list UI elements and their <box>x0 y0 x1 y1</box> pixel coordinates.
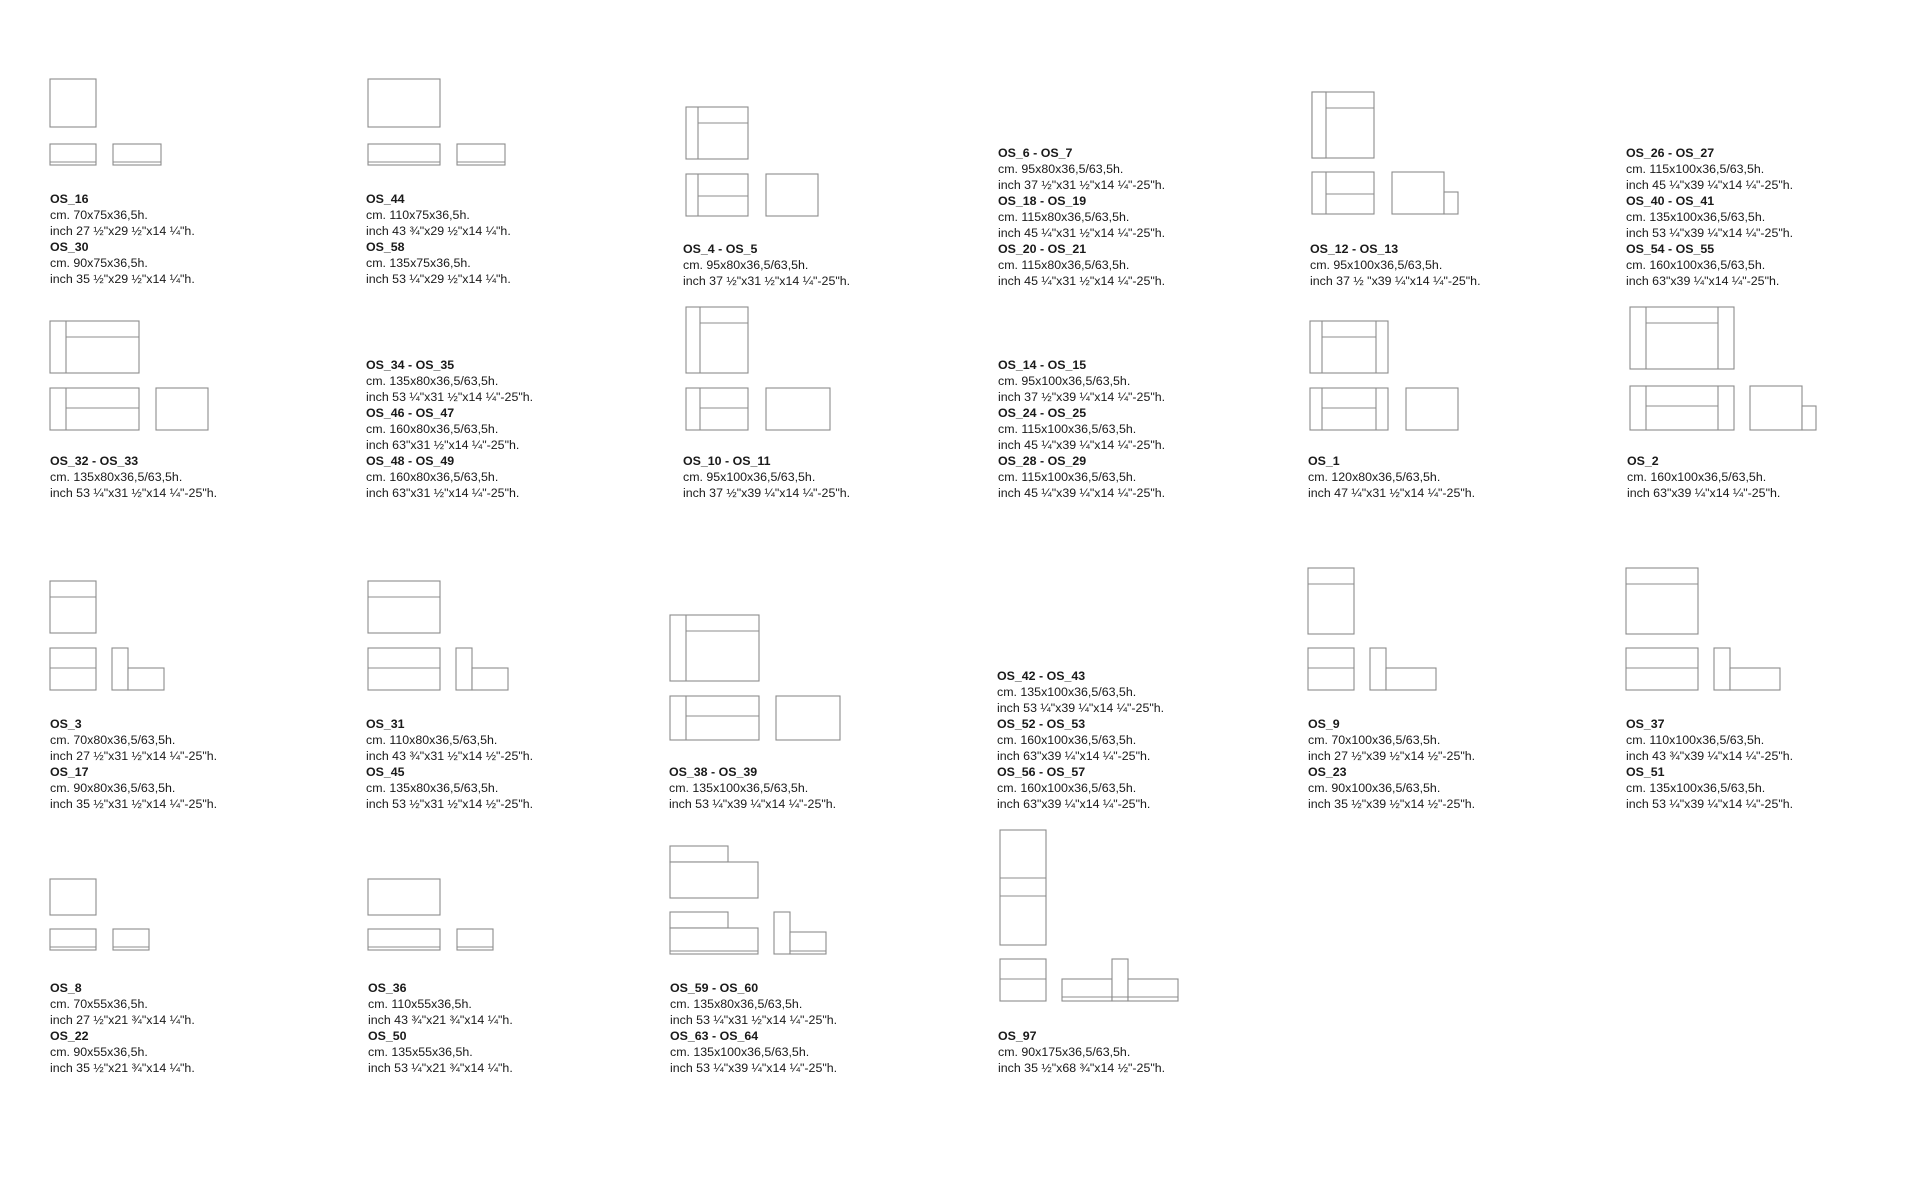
model-code: OS_46 - OS_47 <box>366 406 455 420</box>
inch-dimensions: inch 43 ¾"x31 ½"x14 ½"-25"h. <box>366 749 534 763</box>
inch-dimensions: inch 35 ½"x31 ½"x14 ¼"-25"h. <box>50 797 218 811</box>
spec-os-9 <box>1308 716 1475 812</box>
inch-dimensions: inch 53 ½"x31 ½"x14 ½"-25"h. <box>366 797 534 811</box>
inch-dimensions: inch 43 ¾"x39 ¼"x14 ¼"-25"h. <box>1626 749 1794 763</box>
drawing-os-16 <box>50 79 161 165</box>
model-code: OS_12 - OS_13 <box>1310 242 1399 256</box>
cm-dimensions: cm. 135x100x36,5/63,5h. <box>997 685 1137 699</box>
model-code: OS_17 <box>50 765 89 779</box>
cm-dimensions: cm. 115x80x36,5/63,5h. <box>998 258 1130 272</box>
model-code: OS_20 - OS_21 <box>998 242 1087 256</box>
spec-os-36 <box>368 980 513 1076</box>
model-code: OS_59 - OS_60 <box>670 981 759 995</box>
cm-dimensions: cm. 110x80x36,5/63,5h. <box>366 733 498 747</box>
cm-dimensions: cm. 90x175x36,5/63,5h. <box>998 1045 1131 1059</box>
inch-dimensions: inch 37 ½"x31 ½"x14 ¼"-25"h. <box>998 178 1166 192</box>
model-code: OS_51 <box>1626 765 1665 779</box>
inch-dimensions: inch 45 ¼"x39 ¼"x14 ¼"-25"h. <box>1626 178 1794 192</box>
spec-os-10-11 <box>683 453 850 501</box>
drawing-os-1 <box>1310 321 1458 430</box>
inch-dimensions: inch 63"x31 ½"x14 ¼"-25"h. <box>366 438 520 452</box>
cm-dimensions: cm. 90x80x36,5/63,5h. <box>50 781 176 795</box>
model-code: OS_28 - OS_29 <box>998 454 1087 468</box>
inch-dimensions: inch 27 ½"x29 ½"x14 ¼"h. <box>50 224 195 238</box>
cm-dimensions: cm. 95x80x36,5/63,5h. <box>683 258 809 272</box>
cm-dimensions: cm. 90x100x36,5/63,5h. <box>1308 781 1441 795</box>
model-code: OS_38 - OS_39 <box>669 765 758 779</box>
model-code: OS_42 - OS_43 <box>997 669 1086 683</box>
model-code: OS_97 <box>998 1029 1037 1043</box>
drawing-os-10 <box>686 307 830 430</box>
cm-dimensions: cm. 135x80x36,5/63,5h. <box>366 374 499 388</box>
model-code: OS_2 <box>1627 454 1659 468</box>
cm-dimensions: cm. 160x100x36,5/63,5h. <box>997 781 1137 795</box>
inch-dimensions: inch 63"x39 ¼"x14 ¼"-25"h. <box>997 797 1151 811</box>
inch-dimensions: inch 45 ¼"x31 ½"x14 ¼"-25"h. <box>998 274 1166 288</box>
inch-dimensions: inch 53 ¼"x31 ½"x14 ¼"-25"h. <box>50 486 218 500</box>
cm-dimensions: cm. 115x100x36,5/63,5h. <box>1626 162 1765 176</box>
spec-os-42-43 <box>997 668 1164 812</box>
drawing-os-37 <box>1626 568 1780 690</box>
cm-dimensions: cm. 135x55x36,5h. <box>368 1045 473 1059</box>
cm-dimensions: cm. 95x100x36,5/63,5h. <box>1310 258 1443 272</box>
inch-dimensions: inch 53 ¼"x39 ¼"x14 ¼"-25"h. <box>670 1061 838 1075</box>
inch-dimensions: inch 37 ½"x39 ¼"x14 ¼"-25"h. <box>683 486 851 500</box>
model-code: OS_32 - OS_33 <box>50 454 139 468</box>
spec-os-26-27 <box>1626 145 1793 289</box>
spec-os-1 <box>1308 453 1475 501</box>
model-code: OS_48 - OS_49 <box>366 454 455 468</box>
cm-dimensions: cm. 135x80x36,5/63,5h. <box>366 781 499 795</box>
model-code: OS_24 - OS_25 <box>998 406 1087 420</box>
cm-dimensions: cm. 160x80x36,5/63,5h. <box>366 470 499 484</box>
cm-dimensions: cm. 135x75x36,5h. <box>366 256 471 270</box>
cm-dimensions: cm. 110x75x36,5h. <box>366 208 470 222</box>
model-code: OS_16 <box>50 192 89 206</box>
inch-dimensions: inch 35 ½"x21 ¾"x14 ¼"h. <box>50 1061 195 1075</box>
model-code: OS_34 - OS_35 <box>366 358 455 372</box>
inch-dimensions: inch 27 ½"x31 ½"x14 ¼"-25"h. <box>50 749 218 763</box>
model-code: OS_9 <box>1308 717 1340 731</box>
inch-dimensions: inch 63"x31 ½"x14 ¼"-25"h. <box>366 486 520 500</box>
inch-dimensions: inch 63"x39 ¼"x14 ¼"-25"h. <box>1626 274 1780 288</box>
cm-dimensions: cm. 115x100x36,5/63,5h. <box>998 422 1137 436</box>
inch-dimensions: inch 53 ¼"x39 ¼"x14 ¼"-25"h. <box>669 797 837 811</box>
inch-dimensions: inch 37 ½"x31 ½"x14 ¼"-25"h. <box>683 274 851 288</box>
inch-dimensions: inch 43 ¾"x21 ¾"x14 ¼"h. <box>368 1013 513 1027</box>
spec-os-6-7 <box>998 145 1165 289</box>
cm-dimensions: cm. 115x100x36,5/63,5h. <box>998 470 1137 484</box>
cm-dimensions: cm. 115x80x36,5/63,5h. <box>998 210 1130 224</box>
model-code: OS_37 <box>1626 717 1665 731</box>
cm-dimensions: cm. 95x100x36,5/63,5h. <box>683 470 816 484</box>
drawing-os-32 <box>50 321 208 430</box>
spec-os-34-35 <box>366 357 533 501</box>
inch-dimensions: inch 45 ¼"x39 ¼"x14 ¼"-25"h. <box>998 438 1166 452</box>
cm-dimensions: cm. 70x100x36,5/63,5h. <box>1308 733 1441 747</box>
inch-dimensions: inch 37 ½ "x39 ¼"x14 ¼"-25"h. <box>1310 274 1481 288</box>
drawing-os-59 <box>670 846 826 954</box>
inch-dimensions: inch 53 ¼"x39 ¼"x14 ¼"-25"h. <box>997 701 1165 715</box>
spec-os-2 <box>1627 453 1780 501</box>
drawing-os-44 <box>368 79 505 165</box>
drawing-os-9 <box>1308 568 1436 690</box>
spec-os-31 <box>366 716 533 812</box>
drawing-os-4 <box>686 107 818 216</box>
cm-dimensions: cm. 70x75x36,5h. <box>50 208 148 222</box>
cm-dimensions: cm. 135x100x36,5/63,5h. <box>1626 210 1766 224</box>
model-code: OS_44 <box>366 192 405 206</box>
model-code: OS_40 - OS_41 <box>1626 194 1715 208</box>
model-code: OS_4 - OS_5 <box>683 242 758 256</box>
cm-dimensions: cm. 135x80x36,5/63,5h. <box>50 470 183 484</box>
model-code: OS_1 <box>1308 454 1340 468</box>
drawing-os-2 <box>1630 307 1816 430</box>
cm-dimensions: cm. 90x75x36,5h. <box>50 256 148 270</box>
inch-dimensions: inch 35 ½"x29 ½"x14 ¼"h. <box>50 272 195 286</box>
cm-dimensions: cm. 160x100x36,5/63,5h. <box>997 733 1137 747</box>
drawing-os-3 <box>50 581 164 690</box>
model-code: OS_58 <box>366 240 405 254</box>
cm-dimensions: cm. 135x80x36,5/63,5h. <box>670 997 803 1011</box>
spec-os-8 <box>50 980 195 1076</box>
spec-os-12-13 <box>1310 241 1481 289</box>
model-code: OS_14 - OS_15 <box>998 358 1087 372</box>
model-code: OS_54 - OS_55 <box>1626 242 1715 256</box>
drawing-os-31 <box>368 581 508 690</box>
spec-os-14-15 <box>998 357 1165 501</box>
model-code: OS_56 - OS_57 <box>997 765 1086 779</box>
spec-os-97 <box>998 1028 1165 1076</box>
model-code: OS_31 <box>366 717 405 731</box>
model-code: OS_22 <box>50 1029 89 1043</box>
spec-os-32-33 <box>50 453 217 501</box>
spec-os-16 <box>50 191 195 287</box>
spec-os-38-39 <box>669 764 836 812</box>
spec-os-3 <box>50 716 217 812</box>
cm-dimensions: cm. 110x55x36,5h. <box>368 997 472 1011</box>
inch-dimensions: inch 53 ¼"x39 ¼"x14 ¼"-25"h. <box>1626 797 1794 811</box>
model-code: OS_18 - OS_19 <box>998 194 1087 208</box>
inch-dimensions: inch 47 ¼"x31 ½"x14 ¼"-25"h. <box>1308 486 1476 500</box>
model-code: OS_8 <box>50 981 82 995</box>
cm-dimensions: cm. 160x100x36,5/63,5h. <box>1626 258 1766 272</box>
spec-os-4-5 <box>683 241 850 289</box>
cm-dimensions: cm. 135x100x36,5/63,5h. <box>1626 781 1766 795</box>
model-code: OS_63 - OS_64 <box>670 1029 759 1043</box>
model-code: OS_52 - OS_53 <box>997 717 1086 731</box>
cm-dimensions: cm. 160x100x36,5/63,5h. <box>1627 470 1767 484</box>
model-code: OS_45 <box>366 765 405 779</box>
inch-dimensions: inch 53 ¼"x29 ½"x14 ¼"h. <box>366 272 511 286</box>
model-code: OS_10 - OS_11 <box>683 454 771 468</box>
inch-dimensions: inch 45 ¼"x39 ¼"x14 ¼"-25"h. <box>998 486 1166 500</box>
inch-dimensions: inch 53 ¼"x31 ½"x14 ¼"-25"h. <box>366 390 534 404</box>
inch-dimensions: inch 45 ¼"x31 ½"x14 ¼"-25"h. <box>998 226 1166 240</box>
inch-dimensions: inch 35 ½"x68 ¾"x14 ½"-25"h. <box>998 1061 1166 1075</box>
drawing-os-8 <box>50 879 149 950</box>
model-code: OS_36 <box>368 981 407 995</box>
spec-os-37 <box>1626 716 1793 812</box>
cm-dimensions: cm. 90x55x36,5h. <box>50 1045 148 1059</box>
model-code: OS_26 - OS_27 <box>1626 146 1715 160</box>
drawing-os-12 <box>1312 92 1458 214</box>
model-code: OS_3 <box>50 717 82 731</box>
cm-dimensions: cm. 95x100x36,5/63,5h. <box>998 374 1131 388</box>
inch-dimensions: inch 35 ½"x39 ½"x14 ½"-25"h. <box>1308 797 1476 811</box>
inch-dimensions: inch 53 ¼"x31 ½"x14 ¼"-25"h. <box>670 1013 838 1027</box>
drawing-os-97 <box>1000 830 1178 1001</box>
inch-dimensions: inch 53 ¼"x39 ¼"x14 ¼"-25"h. <box>1626 226 1794 240</box>
cm-dimensions: cm. 120x80x36,5/63,5h. <box>1308 470 1441 484</box>
drawing-os-36 <box>368 879 493 950</box>
model-code: OS_30 <box>50 240 89 254</box>
inch-dimensions: inch 27 ½"x21 ¾"x14 ¼"h. <box>50 1013 195 1027</box>
cm-dimensions: cm. 110x100x36,5/63,5h. <box>1626 733 1765 747</box>
cm-dimensions: cm. 160x80x36,5/63,5h. <box>366 422 499 436</box>
cm-dimensions: cm. 70x55x36,5h. <box>50 997 148 1011</box>
cm-dimensions: cm. 135x100x36,5/63,5h. <box>670 1045 810 1059</box>
inch-dimensions: inch 63"x39 ¼"x14 ¼"-25"h. <box>1627 486 1781 500</box>
model-code: OS_23 <box>1308 765 1347 779</box>
spec-os-59-60 <box>670 980 837 1076</box>
spec-os-44 <box>366 191 511 287</box>
inch-dimensions: inch 63"x39 ¼"x14 ¼"-25"h. <box>997 749 1151 763</box>
model-code: OS_6 - OS_7 <box>998 146 1073 160</box>
inch-dimensions: inch 43 ¾"x29 ½"x14 ¼"h. <box>366 224 511 238</box>
inch-dimensions: inch 37 ½"x39 ¼"x14 ¼"-25"h. <box>998 390 1166 404</box>
cm-dimensions: cm. 70x80x36,5/63,5h. <box>50 733 176 747</box>
inch-dimensions: inch 27 ½"x39 ½"x14 ½"-25"h. <box>1308 749 1476 763</box>
inch-dimensions: inch 53 ¼"x21 ¾"x14 ¼"h. <box>368 1061 513 1075</box>
drawing-os-38 <box>670 615 840 740</box>
cm-dimensions: cm. 135x100x36,5/63,5h. <box>669 781 809 795</box>
cm-dimensions: cm. 95x80x36,5/63,5h. <box>998 162 1124 176</box>
model-code: OS_50 <box>368 1029 407 1043</box>
